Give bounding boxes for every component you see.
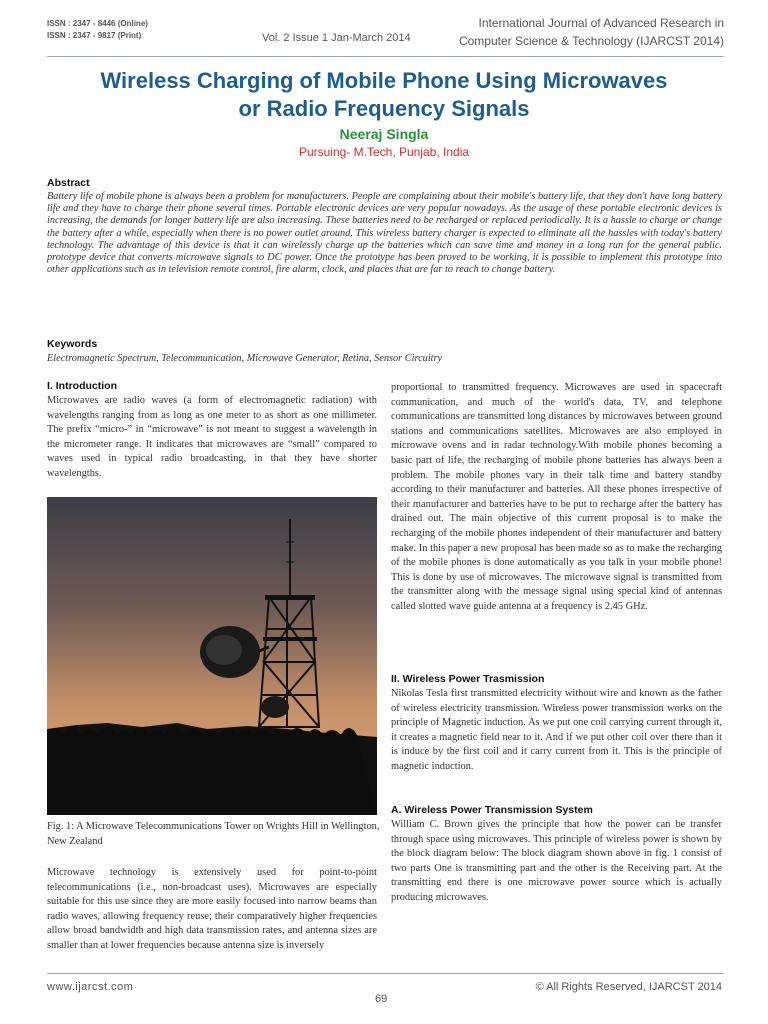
paper-title [40, 67, 728, 123]
footer-copyright: © All Rights Reserved, IJARCST 2014 [535, 981, 722, 993]
page-number: 69 [375, 993, 388, 1005]
section-a-paragraph: William C. Brown gives the principle that how the power can be transfer through space using microwaves. This principle of wireless power is shown by the block diagram below: The block diagram shown above in fig. 1 consist of two parts One is transmitting part and the other is the Receiving part. At the transmitting end there is one microwave power source which is actually producing microwaves. [391, 819, 722, 903]
author-name: Neeraj Singla [339, 126, 429, 142]
microwave-tower-illustration [47, 497, 377, 815]
introduction-paragraph-1: Microwaves are radio waves (a form of electromagnetic radiation) with wavelengths ranging from as long as one meter to as short as one millimeter. The prefix “micro-” in “microwave” is not meant to suggest a wavelength in the micrometer range. It indicates that microwaves are “small” compared to waves used in typical radio broadcasting, in that they have shorter wavelengths. [47, 395, 377, 479]
abstract-text: Battery life of mobile phone is always been a problem for manufacturers. People are complaining about their mobile's battery life, that they don't have long battery life and they have to charge their phone several times. Portable electronic devices are very popular nowadays. As the usage of these portable electronic devices is increasing, the demands for longer battery life are also increasing. These batteries need to be recharged or replaced periodically. It is a hassle to charge or change the battery after a while, especially when there is no power outlet around. This wireless battery charger is expected to eliminate all the hassles with today's battery technology. The advantage of this device is that it can wirelessly charge up the batteries which can save time and money in a long run for the general public. prototype device that converts microwave signals to DC power. Once the prototype has been proved to be working, it is possible to implement this prototype into other applications such as in television remote control, fire alarm, clock, and places that are far to reach to change battery. [47, 191, 722, 276]
figure-caption: Fig. 1: A Microwave Telecommunications Tower on Wrights Hill in Wellington, New Zealand [47, 821, 380, 847]
figure-microwave-tower-photo [47, 497, 377, 815]
header-divider [47, 56, 724, 57]
volume-info: Vol. 2 Issue 1 Jan-March 2014 [262, 32, 411, 44]
paper-title-line2: or Radio Frequency Signals [238, 96, 530, 121]
footer-divider [47, 973, 724, 974]
keywords-heading: Keywords [47, 338, 98, 350]
page-header [0, 0, 768, 60]
introduction-paragraph-2: Microwave technology is extensively used for point-to-point telecommunications (i.e., non-broadcast uses). Microwaves are especially suitable for this use since they are more easily focused into narrow beams than radio waves, allowing frequency reuse; their comparatively higher frequencies allow broad bandwidth and high data transmission rates, and antenna sizes are smaller than at lower frequencies because antenna size is inversely [47, 867, 377, 951]
footer-website-link[interactable]: www.ijarcst.com [47, 981, 134, 993]
section-2-paragraph: Nikolas Tesla first transmitted electricity without wire and known as the father of wireless electricity transmission. Wireless power transmission works on the principle of Magnetic induction. As we put one coil carrying current through it, it creates a magnetic field near to it. And if we put other coil over there than it is induce by the first coil and it carry current from it. This is the principle of magnetic induction. [391, 688, 722, 772]
issn-print: ISSN : 2347 - 9817 (Print) [47, 31, 142, 40]
author-affiliation: Pursuing- M.Tech, Punjab, India [298, 145, 470, 159]
journal-title-line2: Computer Science & Technology (IJARCST 2014) [458, 34, 724, 48]
paper-title-line1: Wireless Charging of Mobile Phone Using Microwaves [100, 68, 668, 93]
keywords-text: Electromagnetic Spectrum, Telecommunication, Microwave Generator, Retina, Sensor Circuitry [47, 353, 443, 364]
issn-online: ISSN : 2347 - 8446 (Online) [47, 19, 148, 28]
section-a-heading: A. Wireless Power Transmission System [391, 804, 593, 816]
journal-title-line1: International Journal of Advanced Research in [478, 16, 724, 30]
abstract-heading: Abstract [47, 177, 90, 189]
introduction-heading: I. Introduction [47, 380, 117, 392]
right-column-paragraph-1: proportional to transmitted frequency. Microwaves are used in spacecraft communication, and much of the world's data, TV, and telephone communications are transmitted long distances by microwaves between ground stations and communications satellites. Microwaves are also employed in microwave ovens and in radar technology.With mobile phones becoming a basic part of life, the recharging of mobile phone batteries has always been a problem. The mobile phones vary in their talk time and battery standby according to their manufacturer and batteries. All these phones irrespective of their manufacturer and batteries have to be put to recharge after the battery has drained out. The main objective of this current proposal is to make the recharging of the mobile phones independent of their manufacturer and battery make. In this paper a new proposal has been made so as to make the recharging of the mobile phones is done automatically as you talk in your mobile phone! This is done by use of microwaves. The microwave signal is transmitted from the transmitter along with the message signal using special kind of antennas called slotted wave guide antenna at a frequency is 2.45 GHz. [391, 382, 722, 612]
section-2-heading: II. Wireless Power Trasmission [391, 673, 545, 685]
